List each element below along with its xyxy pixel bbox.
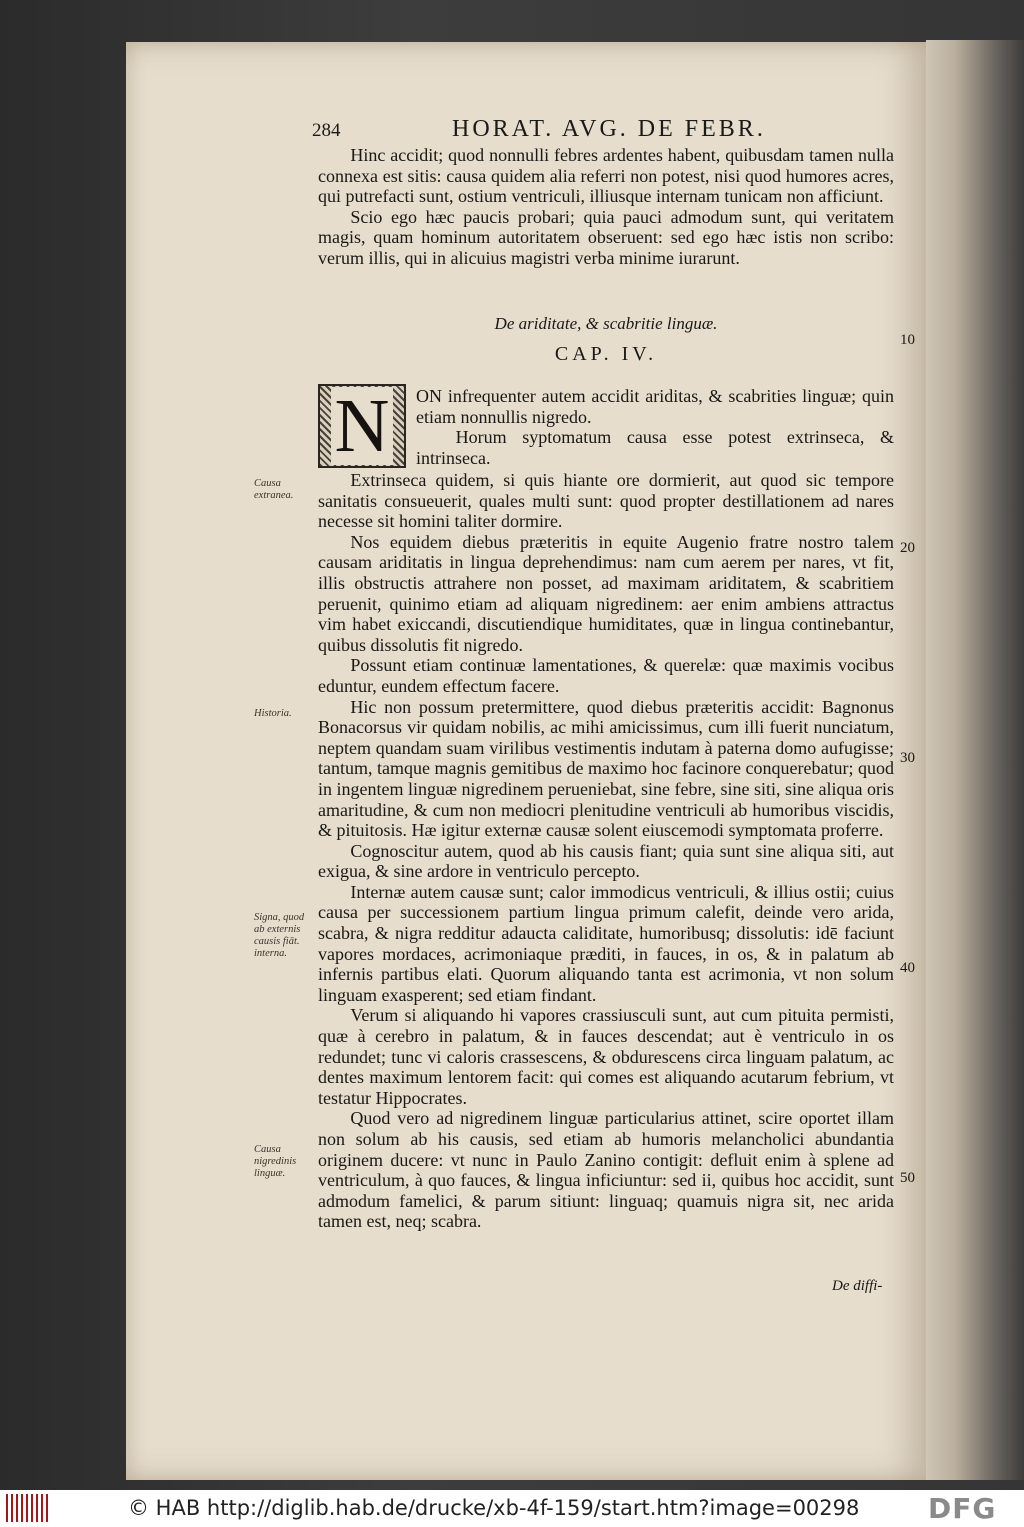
paragraph: Quod vero ad nigredinem linguæ particularius attinet, scire oportet illam non solum ab his causis, sed etiam ab humoris melancholici abundantia originem ducere: vt nunc in Paulo Zanino contigit: defluit enim à splene ad ventriculum, à quo fauces, & lingua inficiuntur: sed ii, quibus hoc accidit, sunt admodum famelici, & parum sitiunt: linguaq; quamuis nigra sit, nec arida tamen est, neq; scabra.	[318, 1108, 894, 1232]
text-block-main	[318, 470, 894, 1232]
running-header	[312, 116, 892, 146]
margin-note-historia: Historia.	[254, 708, 292, 719]
line-number: 30	[900, 750, 915, 766]
paragraph: Hic non possum pretermittere, quod diebus præteritis accidit: Bagnonus Bonacorsus vir quidam nobilis, ac mihi amicissimus, cum illi fuerit nunciatum, neptem quandam suam virilibus vestimentis indutam à paterna domo aufugisse; tantum, tamque magnis gemitibus de maximo hoc facinore conquerebatur; quod in ingentem linguæ nigredinem perueniebat, sine febre, sine siti, sine aliqua oris amaritudine, & cum non mediocri plenitudine ventriculi ab humoribus viscidis, & pituitosis. Hæ igitur externæ causæ solent eiuscemodi symptomata proferre.	[318, 696, 894, 841]
line-number: 50	[900, 1170, 915, 1186]
page-edge	[926, 40, 1024, 1480]
running-title: HORAT. AVG. DE FEBR.	[452, 116, 766, 142]
line-number: 20	[900, 540, 915, 556]
paragraph: Horum syptomatum causa esse potest extrinseca, & intrinseca.	[416, 427, 894, 468]
margin-note-causa-extranea: Causa extranea.	[254, 478, 294, 501]
line-number: 10	[900, 332, 915, 348]
text-block-top	[318, 145, 894, 269]
catchword: De diffi-	[832, 1278, 883, 1294]
paragraph: Cognoscitur autem, quod ab his causis fiant; quia sunt sine aliqua siti, aut exigua, & sine ardore in ventriculo percepto.	[318, 840, 894, 882]
paragraph: Scio ego hæc paucis probari; quia pauci admodum sunt, qui veritatem magis, quam hominum autoritatem obseruent: sed ego hæc istis non scribo: verum illis, qui in alicuius magistri verba minime iurarunt.	[318, 206, 894, 268]
paragraph: Verum si aliquando hi vapores crassiusculi sunt, aut cum pituita permisti, quæ à cerebro in palatum, & in fauces descendat; aut è ventriculo in os redundet; tunc vi caloris crassescens, & obdurescens circa linguam palatum, ac dentes maximum lentorem facit: qui comes est aliquando acutarum febrium, vt testatur Hippocrates.	[318, 1005, 894, 1108]
paragraph: ON infrequenter autem accidit ariditas, & scabrities linguæ; quin etiam nonnullis nigredo.	[416, 386, 894, 427]
paragraph: Possunt etiam continuæ lamentationes, & querelæ: quæ maximis vocibus eduntur, eundem effectum facere.	[318, 655, 894, 696]
decorated-initial	[318, 384, 406, 468]
paragraph: Hinc accidit; quod nonnulli febres ardentes habent, quibusdam tamen nulla connexa est sitis: causa quidem alia referri non potest, nisi quod humores acres, qui putrefacti sunt, ostium ventriculi, illiusque internam tunicam non afficiunt.	[318, 145, 894, 207]
text-block-opening	[416, 386, 894, 468]
footer-credit-link[interactable]: © HAB http://diglib.hab.de/drucke/xb-4f-159/start.htm?image=00298	[128, 1496, 860, 1520]
footer-bar	[0, 1490, 1024, 1527]
chapter-heading: CAP. IV.	[554, 343, 658, 365]
page-number: 284	[312, 120, 341, 141]
dfg-logo: DFG	[928, 1492, 997, 1525]
paragraph: Nos equidem diebus præteritis in equite Augenio fratre nostro talem causam ariditatis in lingua deprehendimus: nam cum aerem per nares, vt fit, illis obstructis attrahere non posset, ad maximam ariditatem, & scabritiem peruenit, quinimo etiam ad aliquam nigredinem: aer enim ambiens attractus vim habet exiccandi, discutiendique humiditates, quæ in lingua continebantur, quibus dissolutis fit nigredo.	[318, 531, 894, 655]
chapter-subtitle: De ariditate, & scabritie linguæ.	[494, 314, 718, 333]
paragraph: Extrinseca quidem, si quis hiante ore dormierit, aut quod sic tempore sanitatis consueuerit, quales multi sunt: quod propter destillationem ad nares necesse sit homini taliter dormire.	[318, 470, 894, 532]
margin-note-causa-nigredinis: Causa nigredinis linguæ.	[254, 1144, 297, 1179]
line-number: 40	[900, 960, 915, 976]
margin-note-signa: Signa, quod ab externis causis fiāt. interna.	[254, 912, 305, 959]
hab-logo-icon	[6, 1494, 50, 1522]
initial-letter: N	[331, 387, 394, 465]
paragraph: Internæ autem causæ sunt; calor immodicus ventriculi, & illius ostii; cuius causa per successionem partium lingua primum calefit, deinde vero arida, scabra, & nigra redditur adaucta caliditate, humoribusq; dissolutis: idē faciunt vapores mordaces, acrimoniaque præditi, in fauces, in os, & in palatum ab infernis partibus elati. Quorum aliquando tanta est acrimonia, vt non solum linguam exasperent; sed etiam findant.	[318, 881, 894, 1005]
